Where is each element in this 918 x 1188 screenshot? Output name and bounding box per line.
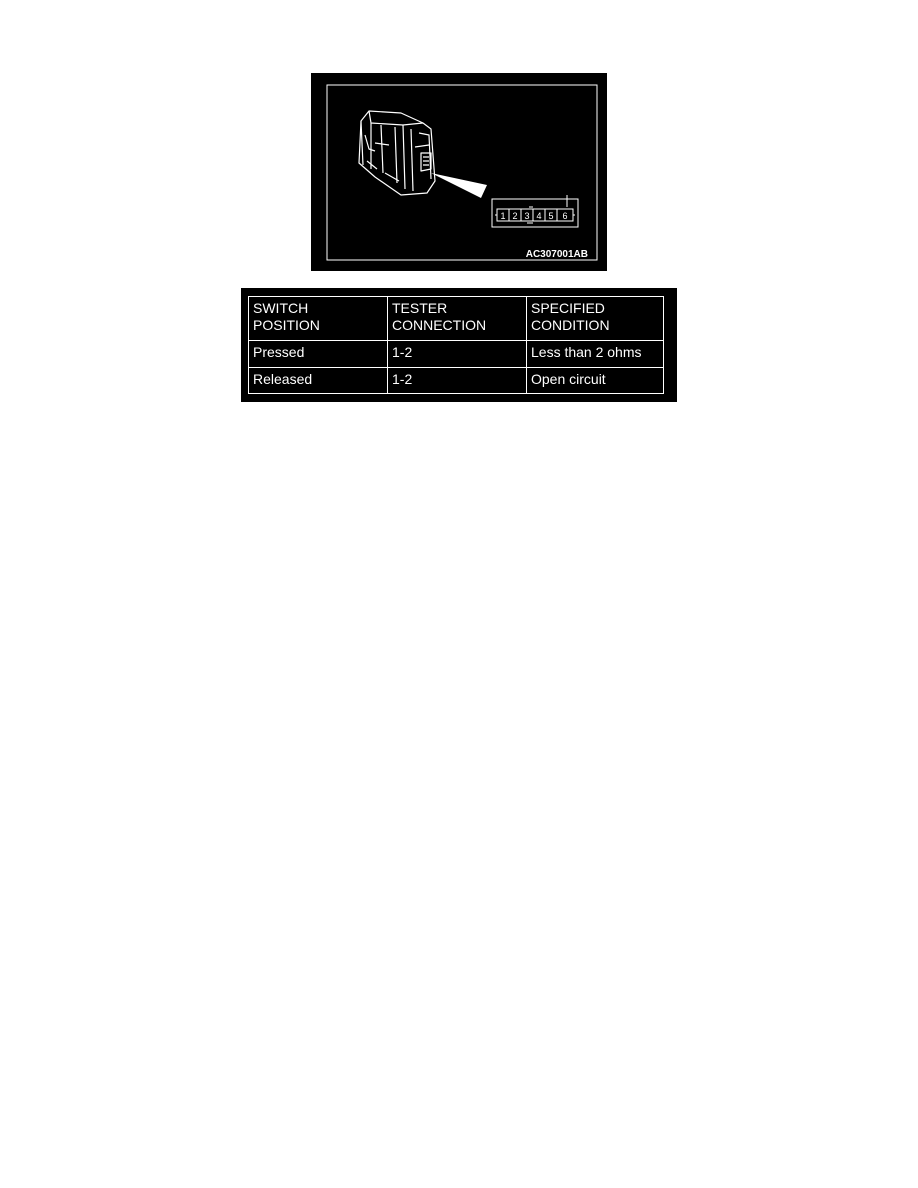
pin-label: 5 — [548, 211, 554, 221]
table-row — [249, 341, 664, 367]
pin-label: 6 — [562, 211, 568, 221]
table-cell: Open circuit — [527, 367, 664, 393]
table-row — [249, 367, 664, 393]
pin-label: 1 — [500, 211, 506, 221]
pin-label: 3 — [524, 211, 530, 221]
specification-table-panel — [241, 288, 677, 402]
table-cell: Released — [249, 367, 388, 393]
pin-label: 2 — [512, 211, 518, 221]
callout-wedge — [431, 173, 487, 198]
header-tester-connection — [388, 297, 527, 341]
specification-table — [248, 296, 664, 394]
header-text: CONDITION — [531, 317, 610, 333]
header-text: SPECIFIED — [531, 300, 605, 316]
connector-illustration — [311, 73, 607, 271]
figure-code: AC307001AB — [525, 249, 588, 260]
header-switch-position — [249, 297, 388, 341]
header-specified-condition — [527, 297, 664, 341]
table-cell: 1-2 — [388, 367, 527, 393]
table-header-row — [249, 297, 664, 341]
connector-diagram — [311, 73, 607, 271]
header-text: POSITION — [253, 317, 320, 333]
header-text: CONNECTION — [392, 317, 487, 333]
figure-frame — [327, 85, 597, 260]
table-cell: Less than 2 ohms — [527, 341, 664, 367]
header-text: TESTER — [392, 300, 448, 316]
pin-label: 4 — [536, 211, 542, 221]
table-cell: 1-2 — [388, 341, 527, 367]
header-text: SWITCH — [253, 300, 309, 316]
switch-connector-drawing — [359, 111, 435, 195]
table-cell: Pressed — [249, 341, 388, 367]
